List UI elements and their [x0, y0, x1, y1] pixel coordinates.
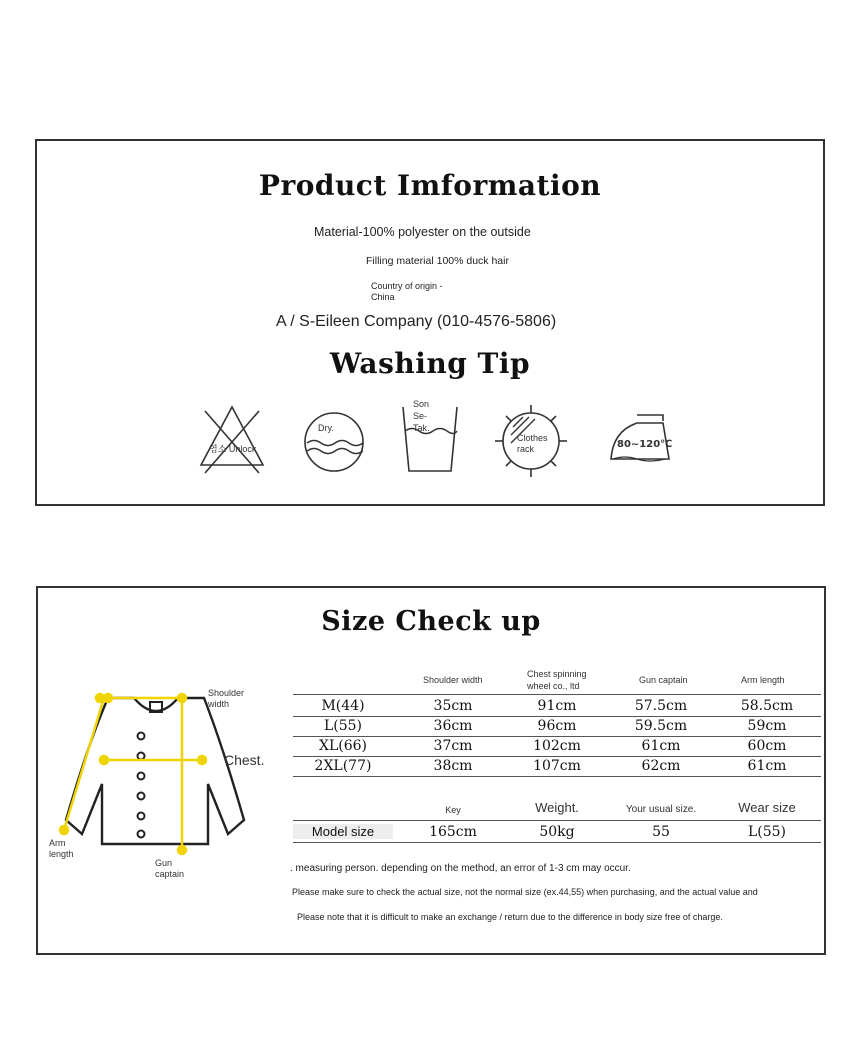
size-cell: 91cm	[537, 698, 577, 714]
note-line: Please note that it is difficult to make an exchange / return due to the difference in body size free of charge.	[297, 912, 723, 922]
model-cell: Model size	[293, 824, 393, 839]
size-cell: M(44)	[321, 698, 365, 714]
size-check-title: Size Check up	[321, 606, 541, 637]
model-header-wear: Wear size	[738, 800, 796, 815]
size-cell: 96cm	[537, 718, 577, 734]
size-cell: 35cm	[433, 698, 473, 714]
note-line: . measuring person. depending on the method, an error of 1-3 cm may occur.	[290, 863, 631, 874]
dry-clean-label: Dry.	[318, 423, 334, 433]
size-cell: 62cm	[641, 758, 681, 774]
shoulder-width-label: Shoulder width	[208, 688, 245, 709]
size-cell: 58.5cm	[740, 698, 794, 714]
model-cell: 55	[652, 824, 670, 840]
size-cell: 59.5cm	[634, 718, 688, 734]
size-cell: 102cm	[533, 738, 581, 754]
filling-text: Filling material 100% duck hair	[366, 255, 509, 267]
size-cell: 61cm	[641, 738, 681, 754]
size-cell: 57.5cm	[634, 698, 688, 714]
header-gun: Gun captain	[639, 675, 688, 685]
model-table	[293, 802, 821, 842]
header-shoulder: Shoulder width	[423, 675, 483, 685]
model-header-weight: Weight.	[535, 800, 579, 815]
hand-wash-icon	[397, 399, 463, 475]
material-text: Material-100% polyester on the outside	[314, 225, 531, 239]
table-row	[293, 716, 821, 737]
no-tumble-dry-icon	[493, 403, 569, 479]
size-cell: 60cm	[747, 738, 787, 754]
iron-icon	[607, 409, 673, 469]
size-cell: L(55)	[323, 718, 363, 734]
size-cell: 38cm	[433, 758, 473, 774]
size-cell: 59cm	[747, 718, 787, 734]
size-cell: XL(66)	[318, 738, 367, 754]
size-cell: 37cm	[433, 738, 473, 754]
size-table	[293, 670, 821, 780]
gun-captain-label: Gun captain	[155, 858, 185, 879]
model-header-usual: Your usual size.	[625, 804, 697, 815]
model-cell: L(55)	[747, 824, 787, 840]
washing-tip-title: Washing Tip	[329, 347, 531, 380]
no-bleach-label: 염소 Unlock	[209, 444, 257, 454]
hand-wash-label: Son Se- Tak.	[413, 399, 430, 433]
table-row	[293, 822, 821, 843]
header-chest: Chest spinning wheel co., ltd	[527, 669, 587, 691]
size-cell: 107cm	[533, 758, 581, 774]
iron-temp-label: 80~120℃	[617, 439, 673, 450]
arm-length-label: Arm length	[49, 838, 74, 859]
table-row	[293, 756, 821, 777]
size-cell: 61cm	[747, 758, 787, 774]
country-text: Country of origin - China	[371, 281, 443, 302]
size-cell: 2XL(77)	[314, 758, 372, 774]
no-bleach-icon	[197, 403, 267, 475]
clothes-rack-label: Clothes rack	[517, 433, 548, 454]
table-row	[293, 736, 821, 757]
jacket-diagram	[46, 684, 266, 864]
size-cell: 36cm	[433, 718, 473, 734]
company-text: A / S-Eileen Company (010-4576-5806)	[276, 313, 557, 330]
table-row	[293, 696, 821, 717]
model-cell: 50kg	[539, 824, 575, 840]
model-header-key: Key	[445, 805, 461, 815]
size-check-panel	[36, 586, 826, 955]
product-info-panel	[35, 139, 825, 506]
model-top-rule	[293, 820, 821, 821]
chest-label: Chest.	[224, 752, 265, 768]
header-arm: Arm length	[741, 675, 785, 685]
dry-clean-icon	[303, 411, 365, 473]
product-info-title: Product Imformation	[258, 169, 602, 202]
table-top-rule	[293, 694, 821, 695]
model-cell: 165cm	[429, 824, 477, 840]
note-line: Please make sure to check the actual size, not the normal size (ex.44,55) when purchasing, and the actual value and	[292, 887, 758, 897]
